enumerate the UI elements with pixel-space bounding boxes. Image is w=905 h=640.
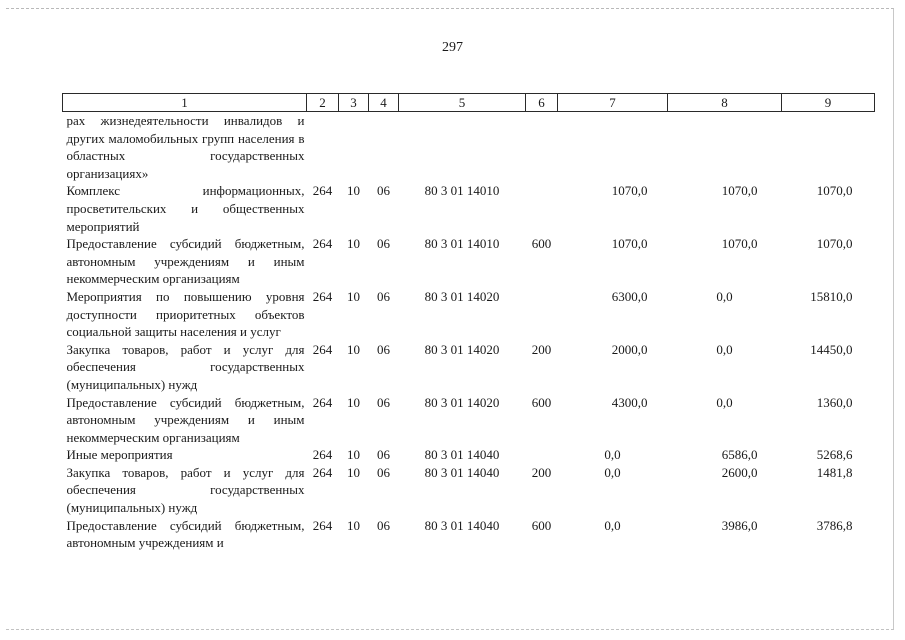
cell-col2: 264 (312, 183, 333, 199)
cell-col3 (339, 112, 369, 183)
cell-col3: 10 (347, 183, 360, 199)
column-header: 5 (399, 94, 526, 112)
cell-col7: 6300,0 (611, 288, 648, 304)
cell-col3: 10 (347, 288, 360, 304)
cell-col5: 80 3 01 14020 (424, 341, 500, 357)
cell-col2: 264 (312, 447, 333, 463)
table-row (63, 112, 875, 183)
cell-col6 (526, 446, 558, 464)
cell-col8: 2600,0 (721, 464, 758, 480)
table-row (63, 341, 875, 394)
cell-col8: 1070,0 (721, 236, 758, 252)
cell-col6 (526, 182, 558, 235)
cell-col2: 264 (312, 341, 333, 357)
column-header: 1 (63, 94, 307, 112)
cell-col7: 2000,0 (611, 341, 648, 357)
row-name: Закупка товаров, работ и услуг для обеспечения государственных (муниципальных) нужд (66, 341, 305, 392)
cell-col4: 06 (377, 394, 390, 410)
cell-col4: 06 (377, 464, 390, 480)
cell-col9: 1481,8 (816, 464, 853, 480)
cell-col2: 264 (312, 517, 333, 533)
cell-col9: 1070,0 (816, 183, 853, 199)
cell-col3: 10 (347, 236, 360, 252)
row-name: Комплекс информационных, просветительских и общественных мероприятий (66, 183, 305, 234)
cell-col8: 6586,0 (721, 447, 758, 463)
cell-col3: 10 (347, 464, 360, 480)
cell-col3: 10 (347, 394, 360, 410)
cell-col3: 10 (347, 341, 360, 357)
cell-col9: 14450,0 (810, 341, 853, 357)
row-name: Мероприятия по повышению уровня доступности приоритетных объектов социальной защиты населения и услуг (66, 288, 305, 340)
cell-col8: 3986,0 (721, 517, 758, 533)
page-number: 297 (442, 40, 463, 55)
column-header: 8 (668, 94, 782, 112)
cell-col4: 06 (377, 288, 390, 304)
cell-col9: 1070,0 (816, 236, 853, 252)
cell-col5: 80 3 01 14020 (424, 288, 500, 304)
cell-col8 (668, 112, 782, 183)
column-header: 7 (558, 94, 668, 112)
cell-col6 (526, 112, 558, 183)
table-row (63, 235, 875, 288)
cell-col4 (369, 112, 399, 183)
cell-col9 (782, 112, 875, 183)
cell-col9: 3786,8 (816, 517, 853, 533)
cell-col7: 0,0 (604, 464, 621, 480)
cell-col7: 0,0 (604, 517, 621, 533)
cell-col9: 5268,6 (816, 447, 853, 463)
cell-col4: 06 (377, 447, 390, 463)
cell-col5: 80 3 01 14040 (424, 447, 500, 463)
cell-col9: 15810,0 (810, 288, 853, 304)
table-row (63, 446, 875, 464)
column-header: 3 (339, 94, 369, 112)
row-name: Предоставление субсидий бюджетным, автономным учреждениям и иным некоммерческим организациям (66, 236, 305, 287)
cell-col2: 264 (312, 394, 333, 410)
cell-col5: 80 3 01 14020 (424, 394, 500, 410)
cell-col6: 600 (531, 394, 552, 410)
row-name: Закупка товаров, работ и услуг для обеспечения государственных (муниципальных) нужд (66, 464, 305, 516)
table-header-row (63, 94, 875, 112)
cell-col8: 0,0 (716, 341, 733, 357)
budget-table (62, 93, 875, 552)
cell-col5: 80 3 01 14040 (424, 464, 500, 480)
row-name: Иные мероприятия (66, 447, 173, 463)
cell-col6: 600 (531, 236, 552, 252)
column-header: 4 (369, 94, 399, 112)
cell-col5: 80 3 01 14010 (424, 236, 500, 252)
cell-col8: 0,0 (716, 394, 733, 410)
table-row (63, 517, 875, 552)
cell-col6 (526, 288, 558, 341)
table-row (63, 182, 875, 235)
table-row (63, 288, 875, 341)
cell-col4: 06 (377, 236, 390, 252)
cell-col5 (399, 112, 526, 183)
cell-col4: 06 (377, 341, 390, 357)
row-name: Предоставление субсидий бюджетным, автономным учреждениям и иным некоммерческим организациям (66, 394, 305, 445)
cell-col4: 06 (377, 183, 390, 199)
row-name: рах жизнедеятельности инвалидов и других маломобильных групп населения в областных государственных организациях» (66, 113, 305, 181)
cell-col7: 1070,0 (611, 236, 648, 252)
cell-col2: 264 (312, 464, 333, 480)
cell-col5: 80 3 01 14040 (424, 517, 500, 533)
cell-col6: 200 (531, 464, 552, 480)
cell-col7: 1070,0 (611, 183, 648, 199)
cell-col4: 06 (377, 517, 390, 533)
table-row (63, 464, 875, 517)
cell-col3: 10 (347, 517, 360, 533)
cell-col8: 1070,0 (721, 183, 758, 199)
cell-col7: 4300,0 (611, 394, 648, 410)
column-header: 6 (526, 94, 558, 112)
cell-col8: 0,0 (716, 288, 733, 304)
column-header: 2 (307, 94, 339, 112)
cell-col2: 264 (312, 236, 333, 252)
cell-col7: 0,0 (604, 447, 621, 463)
row-name: Предоставление субсидий бюджетным, автономным учреждениям и (66, 517, 305, 551)
cell-col6: 200 (531, 341, 552, 357)
column-header: 9 (782, 94, 875, 112)
cell-col2 (307, 112, 339, 183)
cell-col3: 10 (347, 447, 360, 463)
table-row (63, 394, 875, 447)
cell-col5: 80 3 01 14010 (424, 183, 500, 199)
cell-col2: 264 (312, 288, 333, 304)
cell-col9: 1360,0 (816, 394, 853, 410)
cell-col6: 600 (531, 517, 552, 533)
cell-col7 (558, 112, 668, 183)
